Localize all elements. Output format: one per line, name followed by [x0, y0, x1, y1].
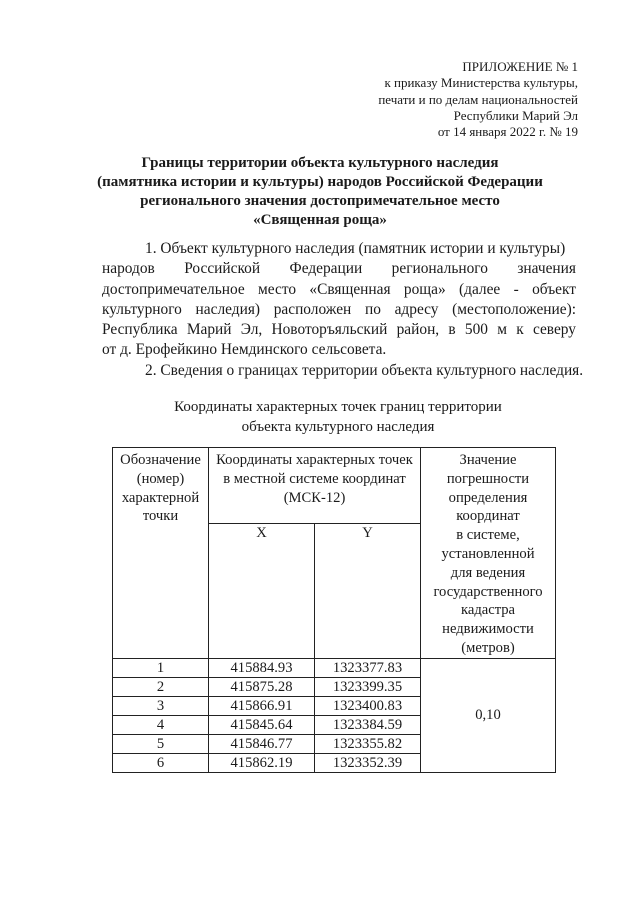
title-line: (памятника истории и культуры) народов Российской Федерации: [97, 174, 543, 190]
header-text: характерной: [121, 489, 200, 506]
header-text: точки: [142, 508, 179, 525]
header-text: (номер): [136, 470, 185, 487]
paragraph-1-line: Республика Марий Эл, Новоторъяльский район, в 500 м к северу: [102, 321, 576, 339]
paragraph-1-line: достопримечательное место «Священная роща» (далее - объект: [102, 280, 576, 298]
header-text: государственного: [433, 583, 543, 600]
table-caption-line: объекта культурного наследия: [241, 418, 435, 435]
cell-x: 415884.93: [209, 658, 315, 677]
cell-x: 415862.19: [209, 753, 315, 772]
paragraph-2: 2. Сведения о границах территории объекта культурного наследия.: [145, 361, 584, 379]
header-text: погрешности: [446, 470, 530, 487]
cell-y: 1323400.83: [315, 696, 421, 715]
cell-y: 1323377.83: [315, 658, 421, 677]
header-text: (метров): [461, 639, 515, 656]
cell-point-number: 1: [113, 658, 209, 677]
paragraph-1-line: народов Российской Федерации регионального значения: [102, 260, 576, 278]
cell-point-number: 2: [113, 677, 209, 696]
table-row: [113, 658, 556, 677]
cell-x: 415845.64: [209, 715, 315, 734]
title-line: регионального значения достопримечательное место: [140, 193, 500, 209]
body-text: [102, 239, 584, 381]
cell-point-number: 3: [113, 696, 209, 715]
appendix-date-line: от 14 января 2022 г. № 19: [437, 124, 578, 140]
table-caption: [100, 398, 576, 437]
header-coordinates: [209, 448, 421, 524]
cell-point-number: 5: [113, 734, 209, 753]
cell-accuracy: 0,10: [421, 658, 556, 772]
header-text: Координаты характерных точек: [216, 452, 413, 468]
appendix-header: [378, 59, 578, 140]
header-text: установленной: [441, 545, 535, 562]
appendix-order-line: к приказу Министерства культуры,: [384, 75, 578, 91]
header-accuracy: [421, 448, 556, 659]
table-caption-line: Координаты характерных точек границ территории: [174, 399, 502, 415]
title-line: «Священная роща»: [253, 212, 387, 228]
header-text: кадастра: [460, 602, 516, 619]
coordinates-table: [112, 447, 556, 773]
header-text: (МСК-12): [283, 489, 346, 506]
paragraph-1-line: 1. Объект культурного наследия (памятник истории и культуры): [145, 240, 566, 257]
cell-y: 1323355.82: [315, 734, 421, 753]
cell-x: 415866.91: [209, 696, 315, 715]
header-text: координат: [456, 508, 520, 525]
appendix-ministry-line: печати и по делам национальностей: [378, 91, 578, 107]
header-text: в системе,: [456, 527, 520, 544]
cell-y: 1323384.59: [315, 715, 421, 734]
header-text: Значение: [459, 452, 517, 468]
header-point-number: [113, 448, 209, 659]
header-text: в местной системе координат: [223, 470, 406, 487]
header-x: X: [209, 523, 315, 658]
table-header-row: [113, 448, 556, 524]
cell-x: 415875.28: [209, 677, 315, 696]
appendix-label: ПРИЛОЖЕНИЕ № 1: [462, 59, 578, 74]
header-y: Y: [315, 523, 421, 658]
appendix-republic-line: Республики Марий Эл: [453, 107, 578, 123]
cell-x: 415846.77: [209, 734, 315, 753]
cell-y: 1323399.35: [315, 677, 421, 696]
header-text: определения: [448, 489, 528, 506]
header-text: Обозначение: [120, 452, 201, 468]
header-text: недвижимости: [442, 621, 534, 638]
document-title: [60, 154, 580, 230]
cell-point-number: 4: [113, 715, 209, 734]
title-line: Границы территории объекта культурного наследия: [141, 155, 499, 171]
paragraph-1-line: от д. Ерофейкино Немдинского сельсовета.: [102, 341, 387, 359]
cell-point-number: 6: [113, 753, 209, 772]
paragraph-1-line: культурного наследия) расположен по адресу (местоположение):: [102, 300, 576, 318]
header-text: для ведения: [450, 564, 526, 581]
cell-y: 1323352.39: [315, 753, 421, 772]
